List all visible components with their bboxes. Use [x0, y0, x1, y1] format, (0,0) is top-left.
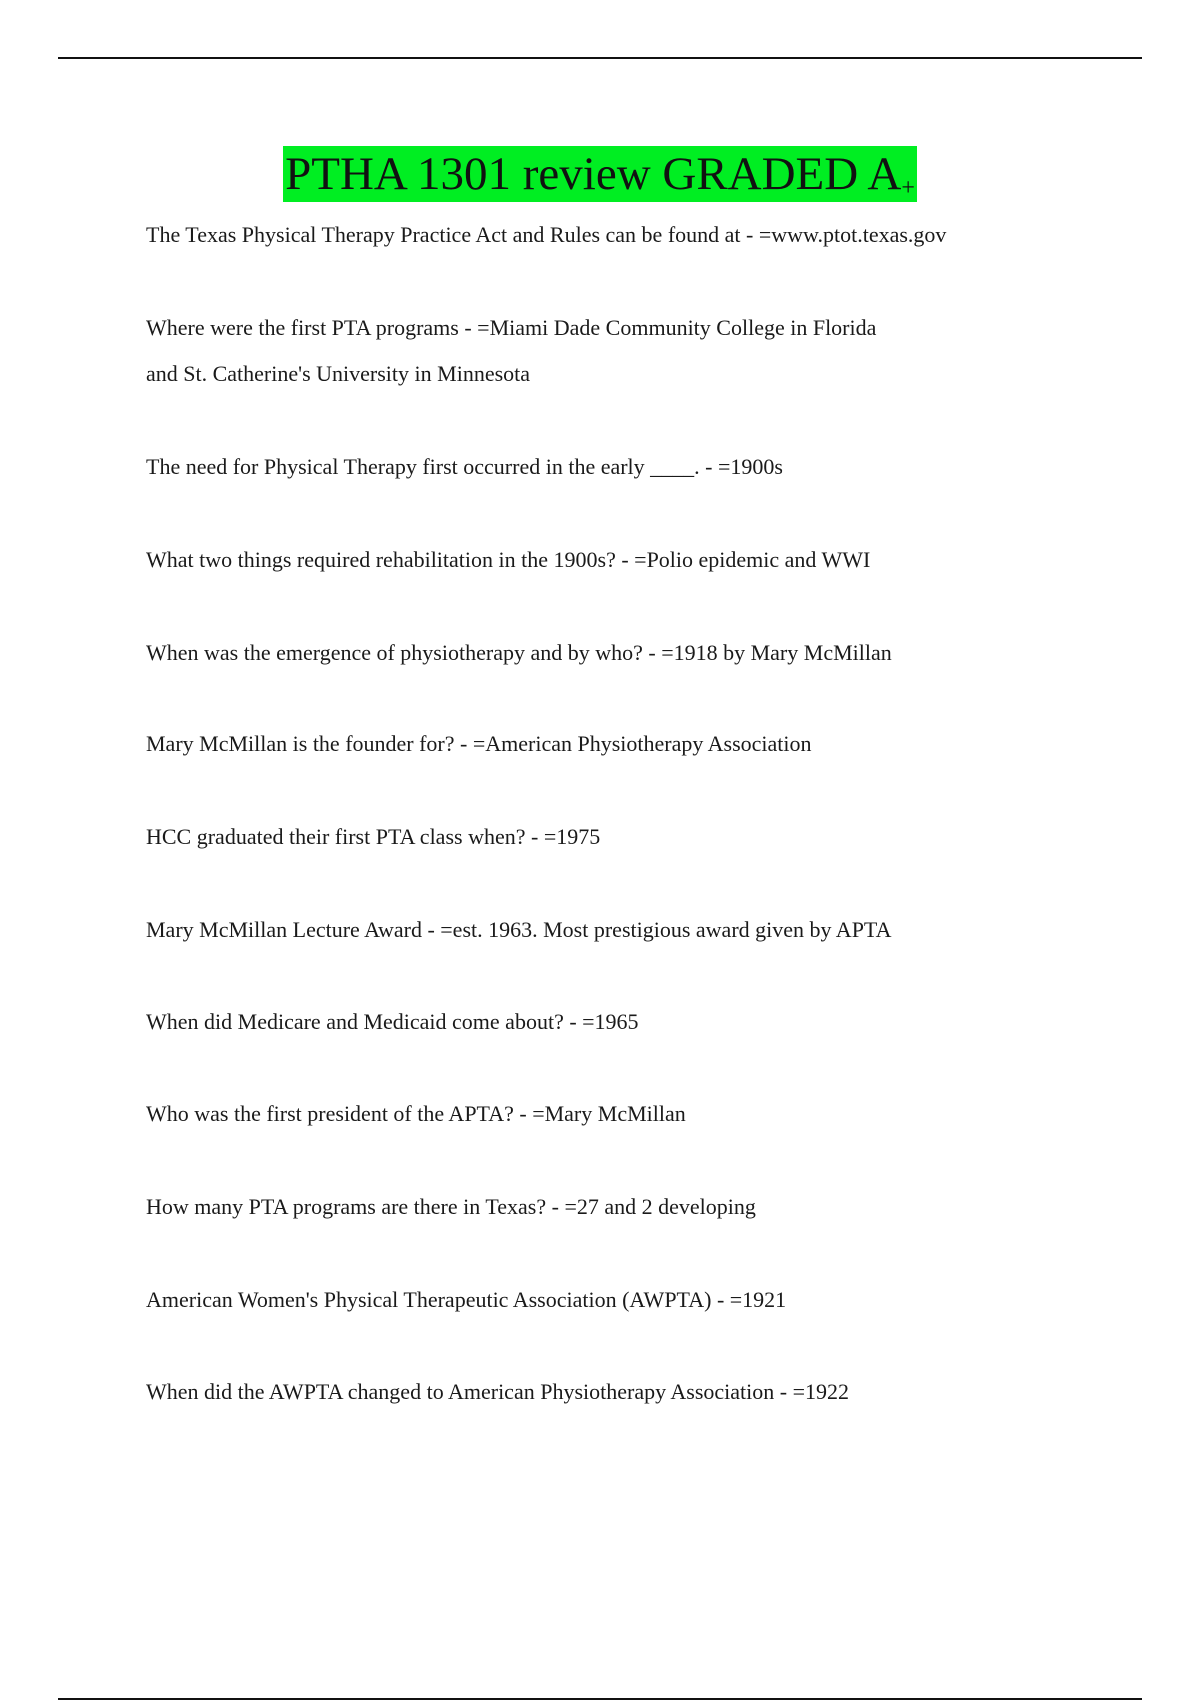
page-title-grade-suffix: +: [901, 175, 915, 201]
qa-line: Mary McMillan Lecture Award - =est. 1963. Most prestigious award given by APTA: [146, 917, 892, 942]
qa-line: Where were the first PTA programs - =Miami Dade Community College in Florida: [146, 315, 877, 340]
qa-item-3: [146, 444, 1066, 490]
qa-item-11: [146, 1184, 1066, 1230]
qa-item-9: [146, 999, 1066, 1045]
page-title-text: PTHA 1301 review GRADED A: [285, 148, 902, 200]
title-block: [0, 146, 1200, 202]
qa-item-8: [146, 907, 1066, 953]
qa-item-12: [146, 1277, 1066, 1323]
qa-line: What two things required rehabilitation in the 1900s? - =Polio epidemic and WWI: [146, 547, 871, 572]
qa-line: Mary McMillan is the founder for? - =American Physiotherapy Association: [146, 731, 812, 756]
qa-line: When was the emergence of physiotherapy and by who? - =1918 by Mary McMillan: [146, 640, 892, 665]
qa-line: American Women's Physical Therapeutic Association (AWPTA) - =1921: [146, 1287, 787, 1312]
qa-item-10: [146, 1091, 1066, 1137]
qa-line: When did Medicare and Medicaid come about? - =1965: [146, 1009, 639, 1034]
header-rule: [58, 57, 1142, 59]
qa-line: Who was the first president of the APTA? - =Mary McMillan: [146, 1101, 686, 1126]
qa-item-6: [146, 721, 1066, 767]
qa-line: When did the AWPTA changed to American Physiotherapy Association - =1922: [146, 1379, 849, 1404]
qa-line: and St. Catherine's University in Minnesota: [146, 361, 531, 386]
qa-item-5: [146, 630, 1066, 676]
qa-line: How many PTA programs are there in Texas? - =27 and 2 developing: [146, 1194, 756, 1219]
qa-line: The Texas Physical Therapy Practice Act and Rules can be found at - =www.ptot.texas.gov: [146, 222, 947, 247]
page-title: [283, 146, 917, 202]
qa-item-7: [146, 814, 1066, 860]
qa-item-13: [146, 1369, 1066, 1415]
qa-item-1: [146, 212, 1066, 258]
qa-item-2: [146, 305, 1066, 397]
qa-item-4: [146, 537, 1066, 583]
qa-line: The need for Physical Therapy first occurred in the early ____. - =1900s: [146, 454, 783, 479]
qa-line: HCC graduated their first PTA class when? - =1975: [146, 824, 601, 849]
